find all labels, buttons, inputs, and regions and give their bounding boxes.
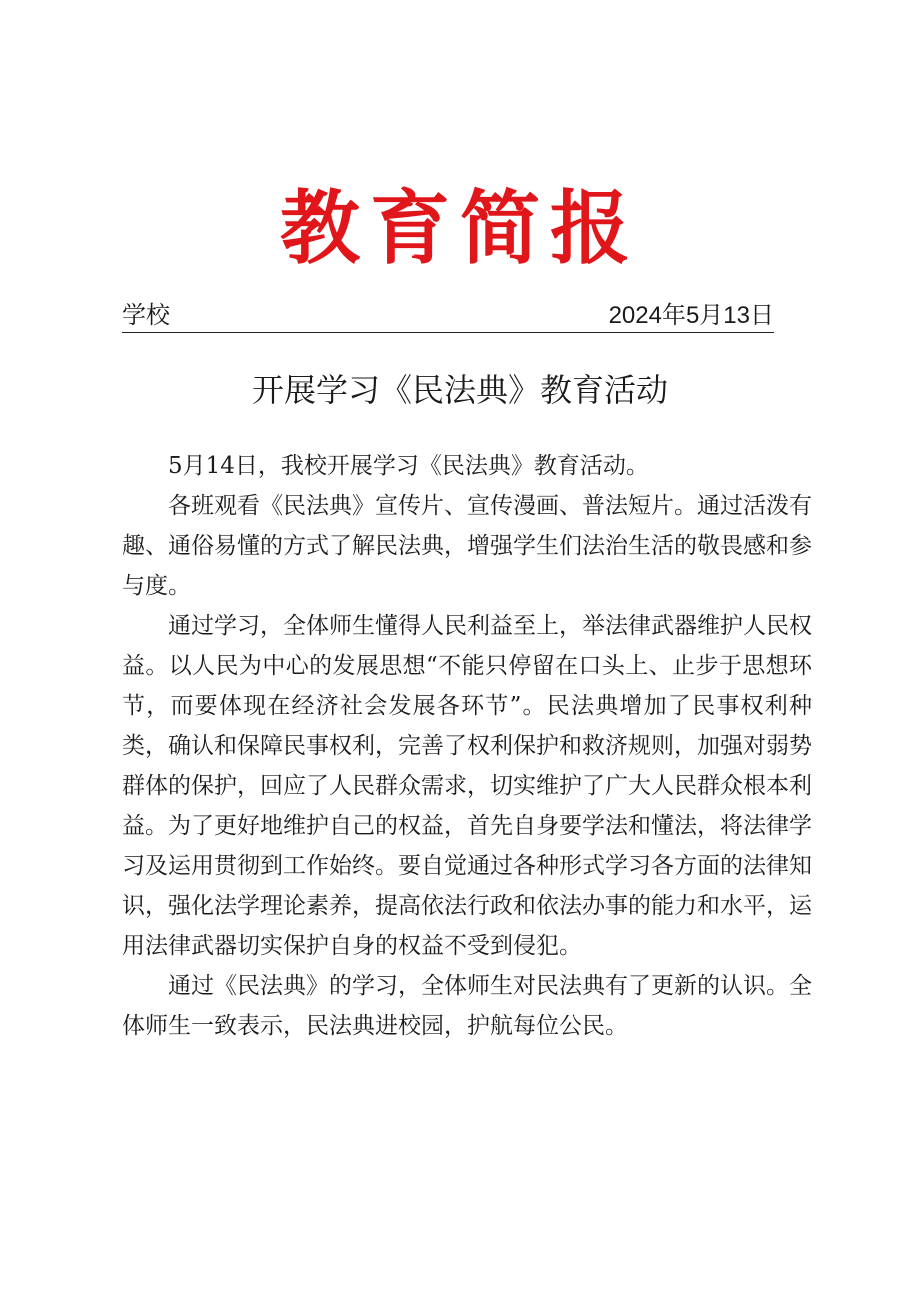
school-label: 学校 [122,302,170,329]
article-paragraph: 5月14日，我校开展学习《民法典》教育活动。 [168,453,649,479]
issue-date: 2024年5月13日 [608,302,774,329]
masthead-title: 教育简报 [280,181,640,275]
article-paragraph: 各班观看《民法典》宣传片、宣传漫画、普法短片。通过活泼有趣、通俗易懂的方式了解民法典，增强学生们法治生活的敬畏感和参与度。 [122,493,812,599]
article-headline: 开展学习《民法典》教育活动 [251,372,668,408]
article-paragraph: 通过《民法典》的学习，全体师生对民法典有了更新的认识。全体师生一致表示，民法典进校园，护航每位公民。 [122,973,812,1039]
article-paragraph: 通过学习，全体师生懂得人民利益至上，举法律武器维护人民权益。以人民为中心的发展思想“不能只停留在口头上、止步于思想环节，而要体现在经济社会发展各环节”。民法典增加了民事权利种类，确认和保障民事权利，完善了权利保护和救济规则，加强对弱势群体的保护，回应了人民群众需求，切实维护了广大人民群众根本利益。为了更好地维护自己的权益，首先自身要学法和懂法，将法律学习及运用贯彻到工作始终。要自觉通过各种形式学习各方面的法律知识，强化法学理论素养，提高依法行政和依法办事的能力和水平，运用法律武器切实保护自身的权益不受到侵犯。 [122,613,812,959]
dateline [122,300,774,333]
article-body [122,446,812,1046]
